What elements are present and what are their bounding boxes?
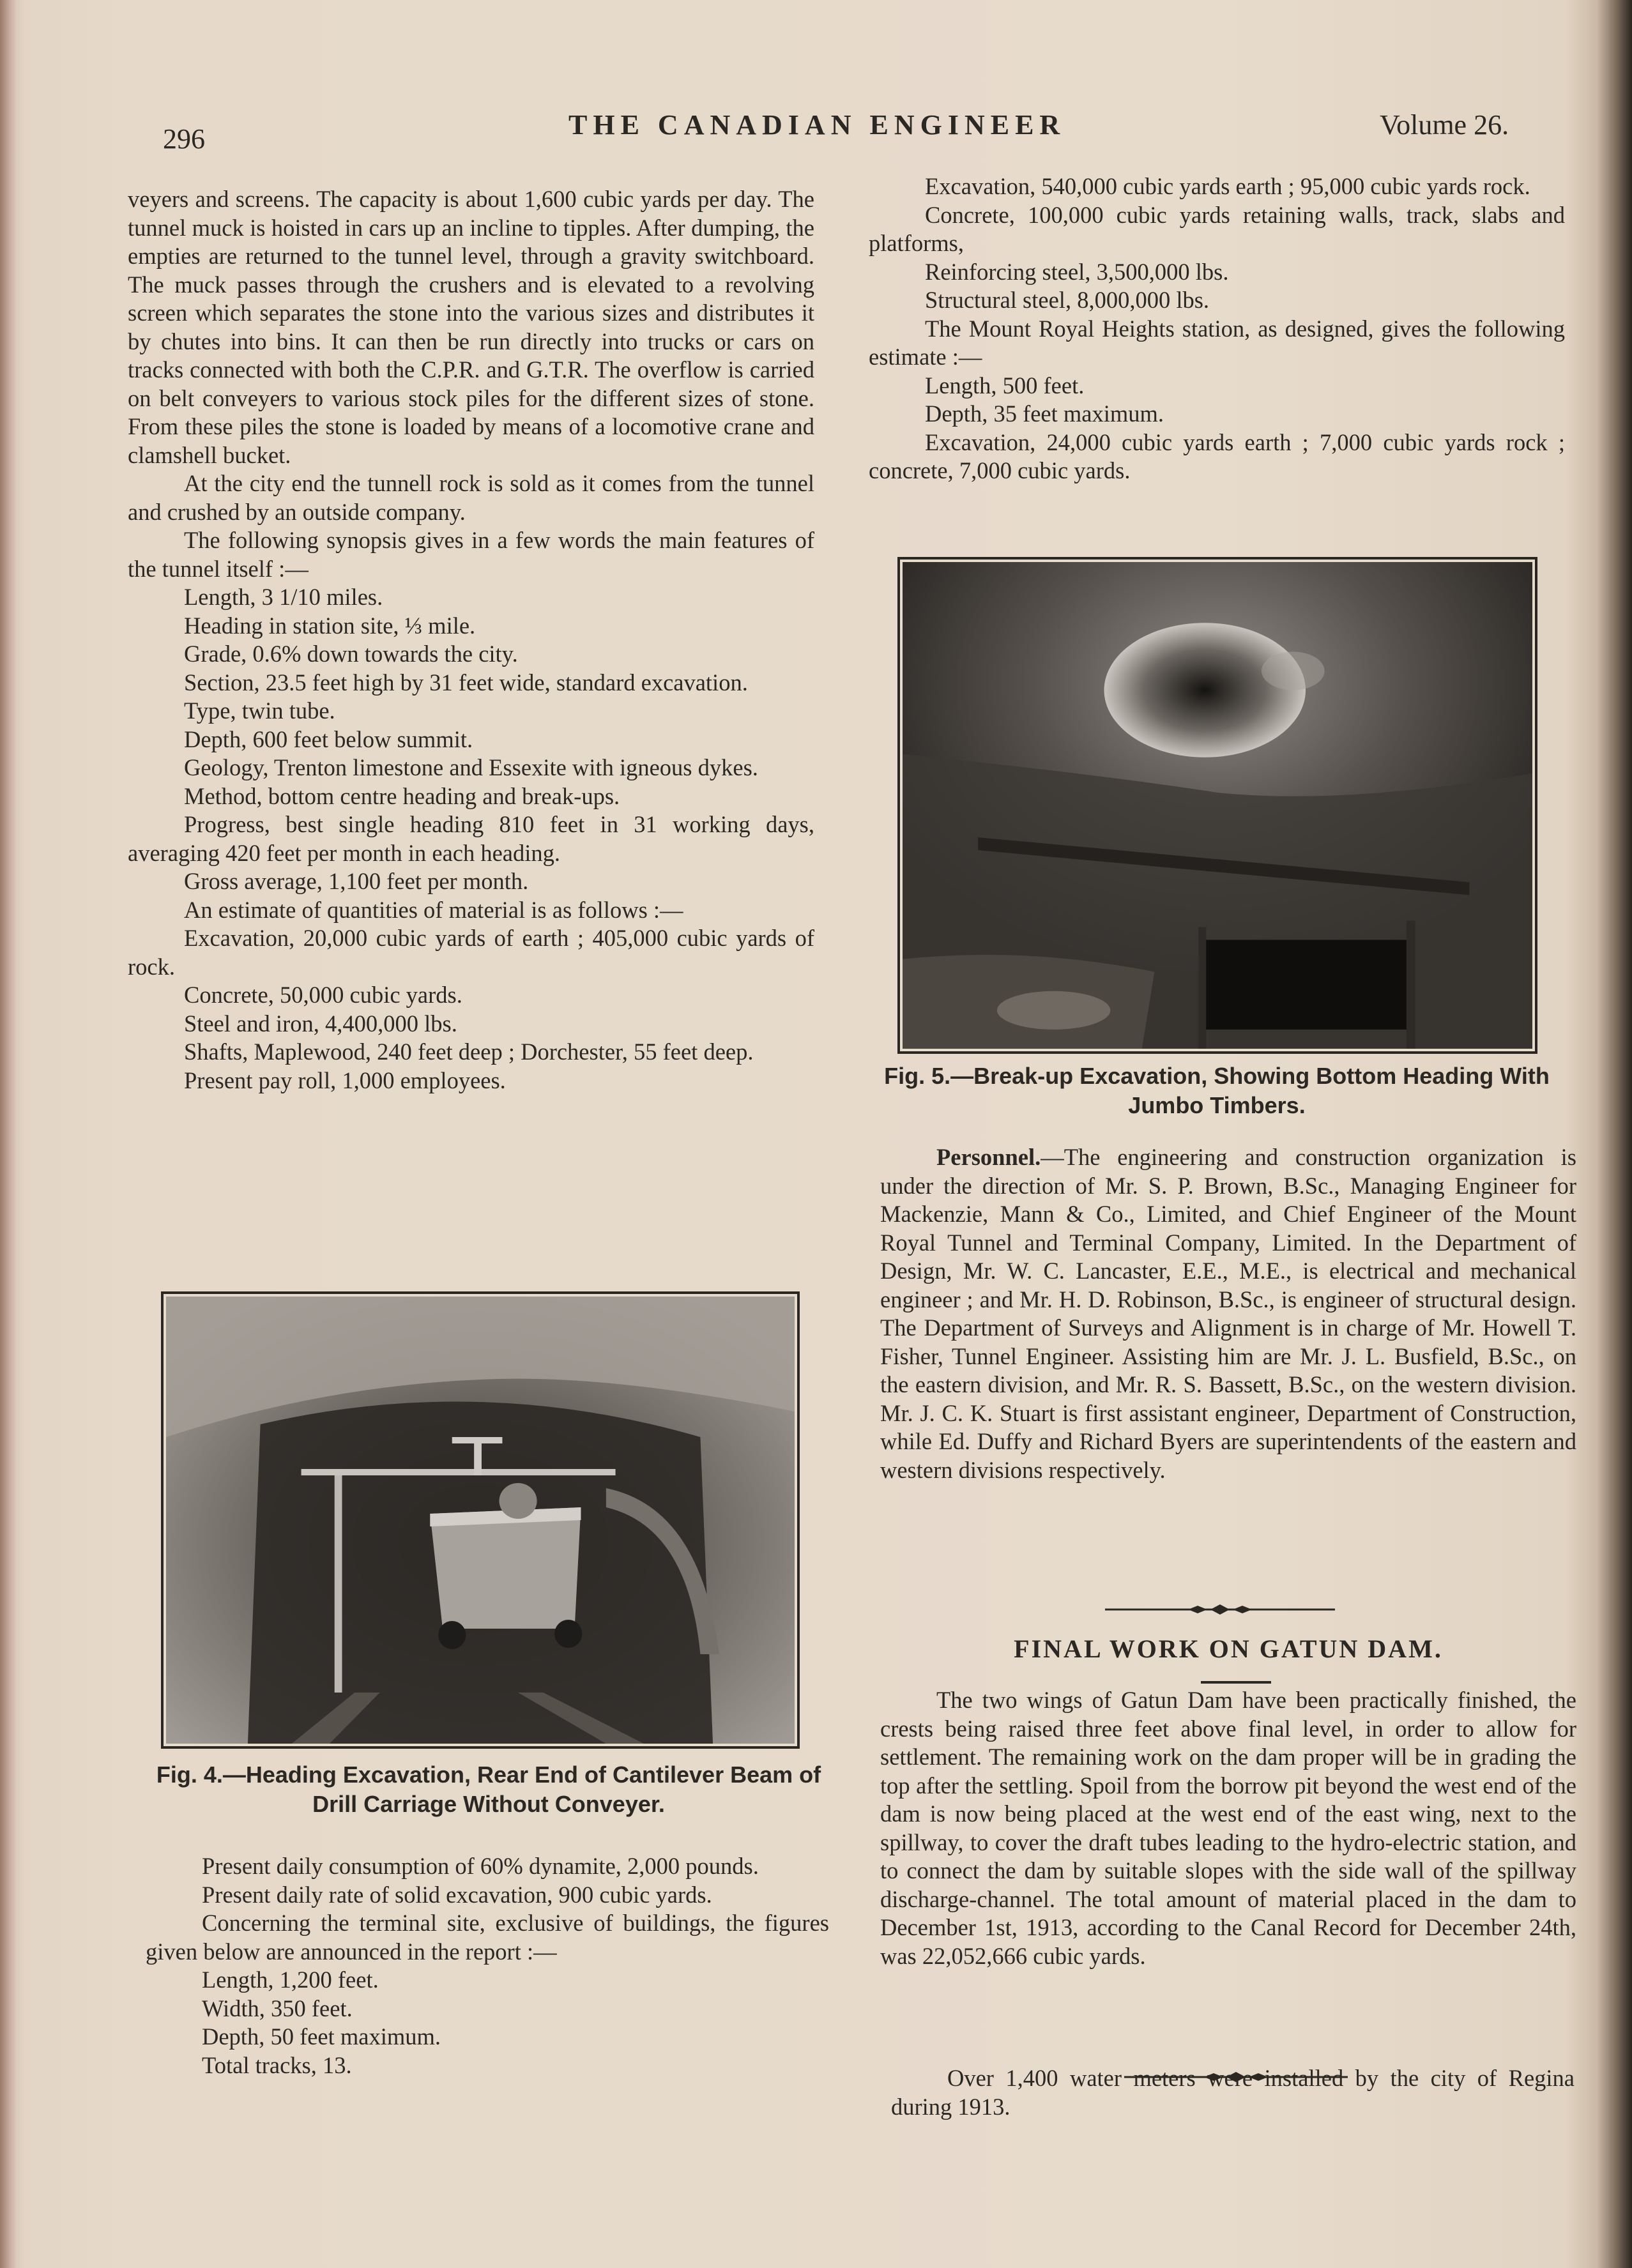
list-item: Section, 23.5 feet high by 31 feet wide, standard excavation. (184, 669, 748, 696)
list-item: Structural steel, 8,000,000 lbs. (925, 287, 1210, 313)
list-item: Excavation, 24,000 cubic yards earth ; 7,000 cubic yards rock ; concrete, 7,000 cubic yards. (869, 429, 1565, 483)
list-item: Reinforcing steel, 3,500,000 lbs. (925, 258, 1229, 285)
list-item: Depth, 35 feet maximum. (925, 400, 1164, 427)
list-item: Grade, 0.6% down towards the city. (184, 641, 518, 667)
gatun-dam-section (880, 1686, 1576, 1970)
paragraph: The two wings of Gatun Dam have been practically finished, the crests being raised three feet above final level, in order to allow for settlement. The remaining work on the dam proper will be in grading the top after the settling. Spoil from the borrow pit beyond the west end of the dam is now being placed at the west end of the east wing, next to the spillway, to cover the draft tubes leading to the hydro-electric station, and to connect the dam by suitable slopes with the side wall of the spillway discharge-channel. The total amount of material placed in the dam to December 1st, 1913, according to the Canal Record for December 24th, was 22,052,666 cubic yards. (880, 1687, 1576, 1969)
tunnel-breakup-photo (903, 562, 1532, 1049)
list-item: Depth, 50 feet maximum. (202, 2023, 441, 2050)
paragraph: At the city end the tunnell rock is sold as it comes from the tunnel and crushed by an outside company. (128, 470, 814, 525)
tunnel-heading-photo (166, 1297, 795, 1744)
right-column-text (869, 172, 1565, 485)
paragraph: Present daily consumption of 60% dynamite, 2,000 pounds. (202, 1853, 759, 1879)
list-item: Concrete, 50,000 cubic yards. (184, 982, 462, 1008)
paragraph: Present daily rate of solid excavation, 900 cubic yards. (202, 1881, 712, 1908)
personnel-label: Personnel. (936, 1144, 1041, 1170)
list-item: Present pay roll, 1,000 employees. (184, 1067, 506, 1093)
paragraph: veyers and screens. The capacity is about 1,600 cubic yards per day. The tunnel muck is hoisted in cars up an incline to tipples. After dumping, the empties are returned to the tunnel level, through a gravity switchboard. The muck passes through the crushers and is elevated to a revolving screen which separates the stone into the various sizes and distributes it by chutes into bins. It can then be run directly into trucks or cars on tracks connected with both the C.P.R. and G.T.R. The overflow is carried on belt conveyers to various stock piles for the different sizes of stone. From these piles the stone is loaded by means of a locomotive crane and clamshell bucket. (128, 186, 814, 468)
figure-5-caption: Fig. 5.—Break-up Excavation, Showing Bottom Heading With Jumbo Timbers. (884, 1063, 1550, 1118)
list-item: Length, 3 1/10 miles. (184, 584, 383, 610)
page-header (0, 109, 1632, 160)
list-item: Length, 1,200 feet. (202, 1967, 379, 1993)
list-item: Type, twin tube. (184, 697, 335, 724)
list-item: Progress, best single heading 810 feet in 31 working days, averaging 420 feet per month in each heading. (128, 811, 814, 866)
personnel-text: —The engineering and construction organization is under the direction of Mr. S. P. Brown, B.Sc., Managing Engineer for Mackenzie, Mann & Co., Limited, and Chief Engineer of the Mount Royal Tunnel and Terminal Company, Limited. In the Department of Design, Mr. W. C. Lancaster, E.E., M.E., is electrical and mechanical engineer ; and Mr. H. D. Robinson, B.Sc., is engineer of structural design. The Department of Surveys and Alignment is in charge of Mr. Howell T. Fisher, Tunnel Engineer. Assisting him are Mr. J. L. Busfield, B.Sc., on the eastern division, and Mr. R. S. Bassett, B.Sc., on the western division. Mr. J. C. K. Stuart is first assistant engineer, Department of Construction, while Ed. Duffy and Richard Byers are superintendents of the eastern and western divisions respectively. (880, 1144, 1576, 1483)
paragraph: Over 1,400 water meters were installed by the city of Regina during 1913. (891, 2065, 1575, 2120)
page-number: 296 (163, 123, 205, 155)
left-column-bottom-text (146, 1852, 829, 2080)
paragraph (880, 1143, 1576, 1484)
figure-4-photo (161, 1291, 800, 1749)
list-item: Method, bottom centre heading and break-ups. (184, 782, 620, 809)
list-item: Width, 350 feet. (202, 1995, 353, 2021)
paragraph: Concerning the terminal site, exclusive of buildings, the figures given below are announced in the report :— (146, 1910, 829, 1965)
figure-4-caption: Fig. 4.—Heading Excavation, Rear End of Cantilever Beam of Drill Carriage Without Conveyer. (156, 1762, 821, 1817)
book-spine (0, 0, 17, 2268)
volume-label: Volume 26. (1380, 109, 1509, 141)
paragraph: The following synopsis gives in a few words the main features of the tunnel itself :— (128, 527, 814, 582)
paragraph: The Mount Royal Heights station, as designed, gives the following estimate :— (869, 315, 1565, 370)
list-item: Excavation, 540,000 cubic yards earth ; 95,000 cubic yards rock. (925, 173, 1530, 199)
journal-title: THE CANADIAN ENGINEER (568, 109, 1066, 141)
left-column-text (128, 185, 814, 1095)
regina-note (891, 2064, 1575, 2121)
list-item: Steel and iron, 4,400,000 lbs. (184, 1010, 457, 1037)
list-item: Excavation, 20,000 cubic yards of earth ; 405,000 cubic yards of rock. (128, 925, 814, 980)
list-item: Concrete, 100,000 cubic yards retaining walls, track, slabs and platforms, (869, 201, 1565, 256)
paragraph: An estimate of quantities of material is as follows :— (184, 896, 683, 923)
personnel-section (880, 1143, 1576, 1484)
figure-5-photo (897, 557, 1537, 1054)
list-item: Gross average, 1,100 feet per month. (184, 868, 529, 894)
list-item: Depth, 600 feet below summit. (184, 726, 473, 752)
gatun-dam-heading: FINAL WORK ON GATUN DAM. (1014, 1634, 1443, 1663)
section-divider-ornament (1105, 1603, 1335, 1616)
list-item: Geology, Trenton limestone and Essexite with igneous dykes. (184, 754, 758, 780)
list-item: Length, 500 feet. (925, 372, 1085, 399)
heading-rule (1201, 1681, 1271, 1684)
list-item: Total tracks, 13. (202, 2051, 352, 2078)
list-item: Heading in station site, ⅓ mile. (184, 612, 476, 639)
list-item: Shafts, Maplewood, 240 feet deep ; Dorchester, 55 feet deep. (184, 1039, 754, 1065)
